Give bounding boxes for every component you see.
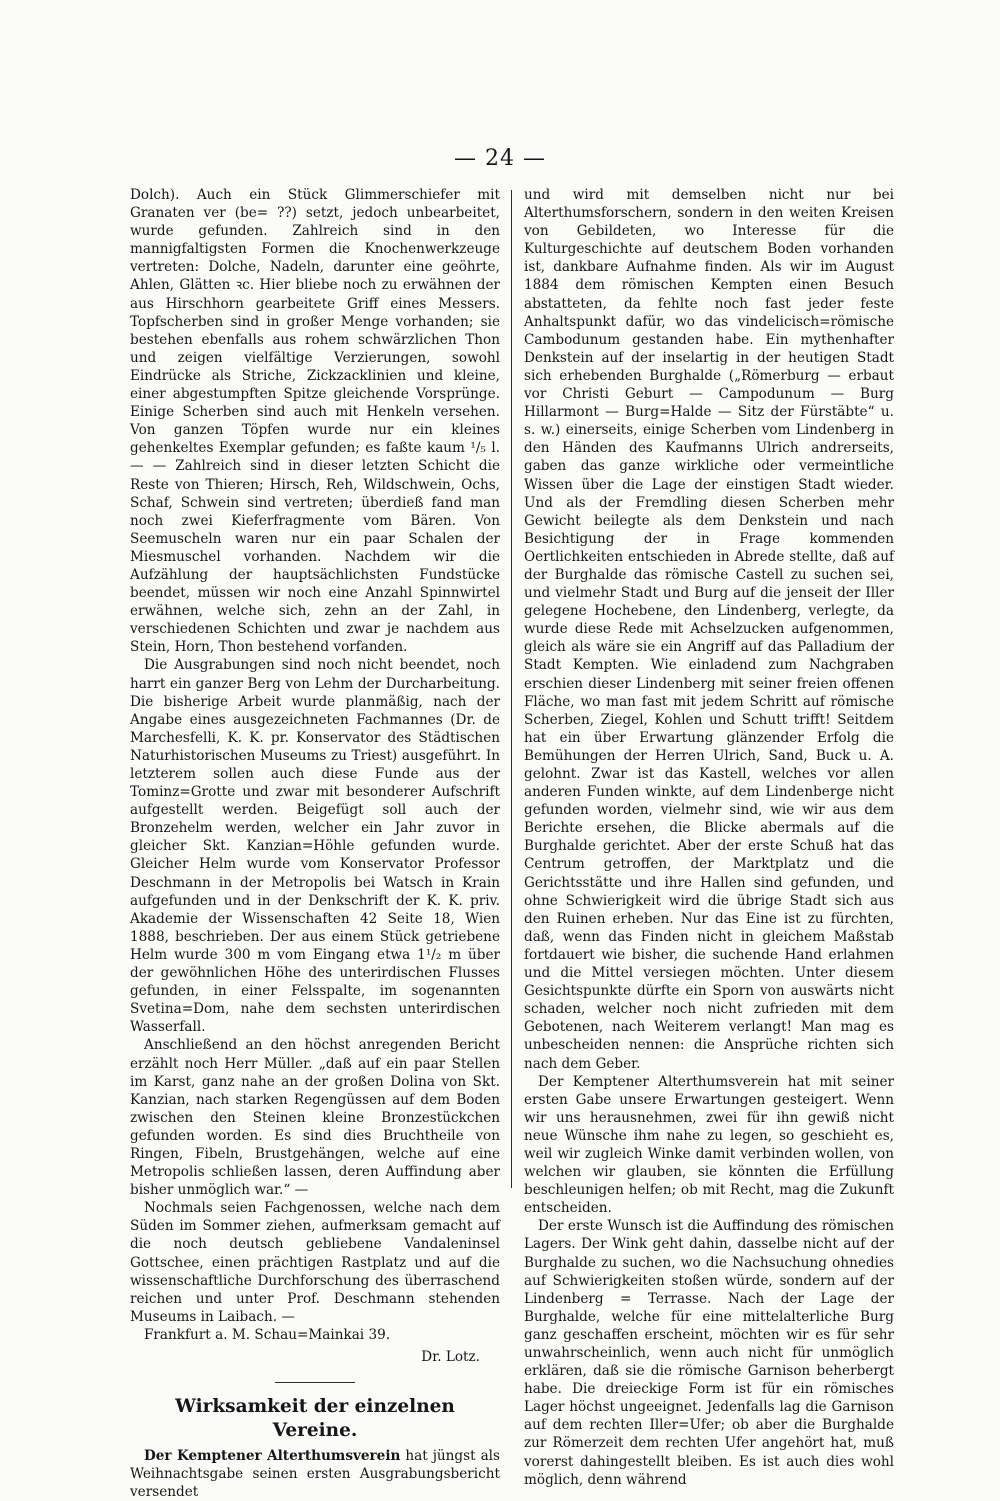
paragraph: und wird mit demselben nicht nur bei Alterthumsforschern, sondern in den weiten Kreisen von Gebildeten, wo Interesse für die Kulturgeschichte auf deutschem Boden vorhanden ist, dankbare Aufnahme finden. Als wir im August 1884 dem römischen Kempten einen Besuch abstatteten, da fehlte noch fast jeder feste Anhaltspunkt dafür, wo das vindelicisch=römische Cambodunum gestanden habe. Ein mythenhafter Denkstein auf der inselartig in der heutigen Stadt sich erhebenden Burghalde („Römerburg — erbaut vor Christi Geburt — Campodunum — Burg Hillarmont — Burg=Halde — Sitz der Fürstäbte“ u. s. w.) einerseits, einige Scherben vom Lindenberg in den Händen des Kaufmanns Ulrich andrerseits, gaben das ganze wirkliche oder vermeintliche Wissen über die Lage der einstigen Stadt wieder. Und als der Fremdling diesen Scherben mehr Gewicht beilegte als dem Denkstein und nach Besichtigung der in Frage kommenden Oertlichkeiten entschieden in Abrede stellte, daß auf der Burghalde das römische Castell zu suchen sei, und vielmehr Stadt und Burg auf die jenseit der Iller gelegene Hochebene, den Lindenberg, verlegte, da wurde diese Rede mit Achselzucken aufgenommen, gleich als wäre sie ein Angriff auf das Palladium der Stadt Kempten. Wie einladend zum Nachgraben erschien dieser Lindenberg mit seiner freien offenen Fläche, wo man fast mit jedem Schritt auf römische Scherben, Ziegel, Kohlen und Schutt trifft! Seitdem hat ein über Erwartung glänzender Erfolg die Bemühungen der Herren Ulrich, Sand, Buck u. A. gelohnt. Zwar ist das Kastell, welches vor allen anderen Funden winkte, auf dem Lindenberge nicht gefunden worden, vielmehr sind, wie wir aus dem Berichte ersehen, die Blicke abermals auf die Burghalde gerichtet. Aber der erste Schuß hat das Centrum getroffen, der Marktplatz und die Gerichtsstätte und ihre Hallen sind gefunden, und ohne Schwierigkeit wird die übrige Stadt sich aus den Ruinen erheben. Nur das Eine ist zu fürchten, daß, wenn das Finden nicht in gleichem Maßstab fortdauert wie bisher, die suchende Hand erlahmen und die Mittel versiegen möchten. Unter diesem Gesichtspunkte dürfte ein Sporn von auswärts nicht schaden, welcher noch nicht zufrieden mit dem Gebotenen, nach Weiterem verlangt! Man mag es unbescheiden nennen: die Ansprüche richten sich nach dem Geber.	[524, 187, 894, 1072]
paragraph: Dolch). Auch ein Stück Glimmerschiefer mit Granaten ver (be= ??) setzt, jedoch unbearbeitet, wurde gefunden. Zahlreich sind in den mannigfaltigsten Formen die Knochenwerkzeuge vertreten: Dolche, Nadeln, darunter eine geöhrte, Ahlen, Glätten ꝛc. Hier bliebe noch zu erwähnen der aus Hirschhorn gearbeitete Griff eines Messers. Topfscherben sind in großer Menge vorhanden; sie bestehen ebenfalls aus rohem schwärzlichen Thon und zeigen vielfältige Verzierungen, sowohl Eindrücke als Striche, Zickzacklinien und kleine, einer abgestumpften Spitze gleichende Vorsprünge. Einige Scherben sind auch mit Henkeln versehen. Von ganzen Töpfen wurde nur ein kleines gehenkeltes Exemplar gefunden; es faßte kaum ¹/₅ l. — — Zahlreich sind in dieser letzten Schicht die Reste von Thieren; Hirsch, Reh, Wildschwein, Ochs, Schaf, Schwein sind vertreten; überdieß fand man noch zwei Kieferfragmente vom Bären. Von Seemuscheln waren nur ein paar Schalen der Miesmuschel vorhanden. Nachdem wir die Aufzählung der hauptsächlichsten Fundstücke beendet, müssen wir noch eine Anzahl Spinnwirtel erwähnen, welche sich, zehn an der Zahl, in verschiedenen Schichten und zwar je nachdem aus Stein, Horn, Thon bestehend vorfanden.	[130, 187, 500, 656]
paragraph: Die Ausgrabungen sind noch nicht beendet, noch harrt ein ganzer Berg von Lehm der Durcharbeitung. Die bisherige Arbeit wurde planmäßig, nach der Angabe eines ausgezeichneten Fachmannes (Dr. de Marchesfelli, K. K. pr. Konservator des Städtischen Naturhistorischen Museums zu Triest) ausgeführt. In letzterem sollen auch diese Funde aus der Tominz=Grotte und zwar mit besonderer Aufschrift aufgestellt werden. Beigefügt soll auch der Bronzehelm werden, welcher ein Jahr zuvor in gleicher Skt. Kanzian=Höhle gefunden wurde. Gleicher Helm wurde vom Konservator Professor Deschmann in der Metropolis bei Watsch in Krain aufgefunden und in der Denkschrift der K. K. priv. Akademie der Wissenschaften 42 Seite 18, Wien 1888, beschrieben. Der aus einem Stück getriebene Helm wurde 300 m vom Eingang etwa 1¹/₂ m über der gewöhnlichen Höhe des unterirdischen Flusses gefunden, in einer Felsspalte, im sogenannten Svetina=Dom, nahe dem sechsten unterirdischen Wasserfall.	[130, 657, 500, 1036]
place-date: Frankfurt a. M. Schau=Mainkai 39.	[144, 1326, 391, 1343]
paragraph: Anschließend an den höchst anregenden Bericht erzählt noch Herr Müller. „daß auf ein paar Stellen im Karst, ganz nahe an der großen Dolina von Skt. Kanzian, nach starken Regengüssen auf dem Boden zwischen den Steinen kleine Bronzestückchen gefunden worden. Es sind dies Bruchtheile von Ringen, Fibeln, Brustgehängen, welche auf eine Metropolis schließen lassen, deren Auffindung aber bisher unmöglich war.“ —	[130, 1037, 500, 1199]
section-heading: Wirksamkeit der einzelnen Vereine.	[175, 1396, 455, 1442]
column-divider	[511, 190, 512, 1188]
paragraph: Der Kemptener Alterthumsverein hat mit seiner ersten Gabe unsere Erwartungen gesteigert. Wenn wir uns herausnehmen, zwei für ihn gewiß nicht neue Wünsche ihm nahe zu legen, so geschieht es, weil wir zugleich Winke damit verbinden wollen, von welchen wir glauben, sie könnten die Erfüllung beschleunigen helfen; ob mit Recht, mag die Zukunft entscheiden.	[524, 1073, 894, 1217]
page-number: — 24 —	[454, 146, 546, 171]
lead-phrase: Der Kemptener Alterthumsverein	[144, 1448, 401, 1465]
paragraph: Der erste Wunsch ist die Auffindung des römischen Lagers. Der Wink geht dahin, dasselbe nicht auf der Burghalde zu suchen, wo die Nachsuchung ohnedies auf Schwierigkeiten stoßen würde, sondern auf der Lindenberg = Terrasse. Nach der Lage der Burghalde, welche für eine mittelalterliche Burg ganz geschaffen erscheint, möchten wir es für sehr unwahrscheinlich, wenn auch nicht für unmöglich erklären, daß sie die römische Garnison beherbergt habe. Die dreieckige Form ist für ein römisches Lager höchst ungeeignet. Jedenfalls lag die Garnison auf dem rechten Iller=Ufer; ob aber die Burghalde zur Römerzeit dem rechten Ufer angehört hat, muß vorerst dahingestellt bleiben. Es ist auch dies wohl möglich, denn während	[524, 1218, 894, 1488]
section-divider	[275, 1382, 355, 1383]
author-signature: Dr. Lotz.	[421, 1349, 480, 1365]
right-column	[524, 186, 894, 1489]
paragraph	[130, 1447, 500, 1501]
left-column	[130, 186, 500, 1501]
paragraph: Nochmals seien Fachgenossen, welche nach dem Süden im Sommer ziehen, aufmerksam gemacht auf die noch deutsch gebliebene Vandaleninsel Gottschee, einen prächtigen Rastplatz und auf die wissenschaftliche Durchforschung des überraschend reichen und unter Prof. Deschmann stehenden Museums in Laibach. —	[130, 1200, 500, 1325]
lead-continuation: hat jüngst als Weihnachtsgabe seinen ersten Ausgrabungsbericht versendet	[130, 1448, 500, 1501]
